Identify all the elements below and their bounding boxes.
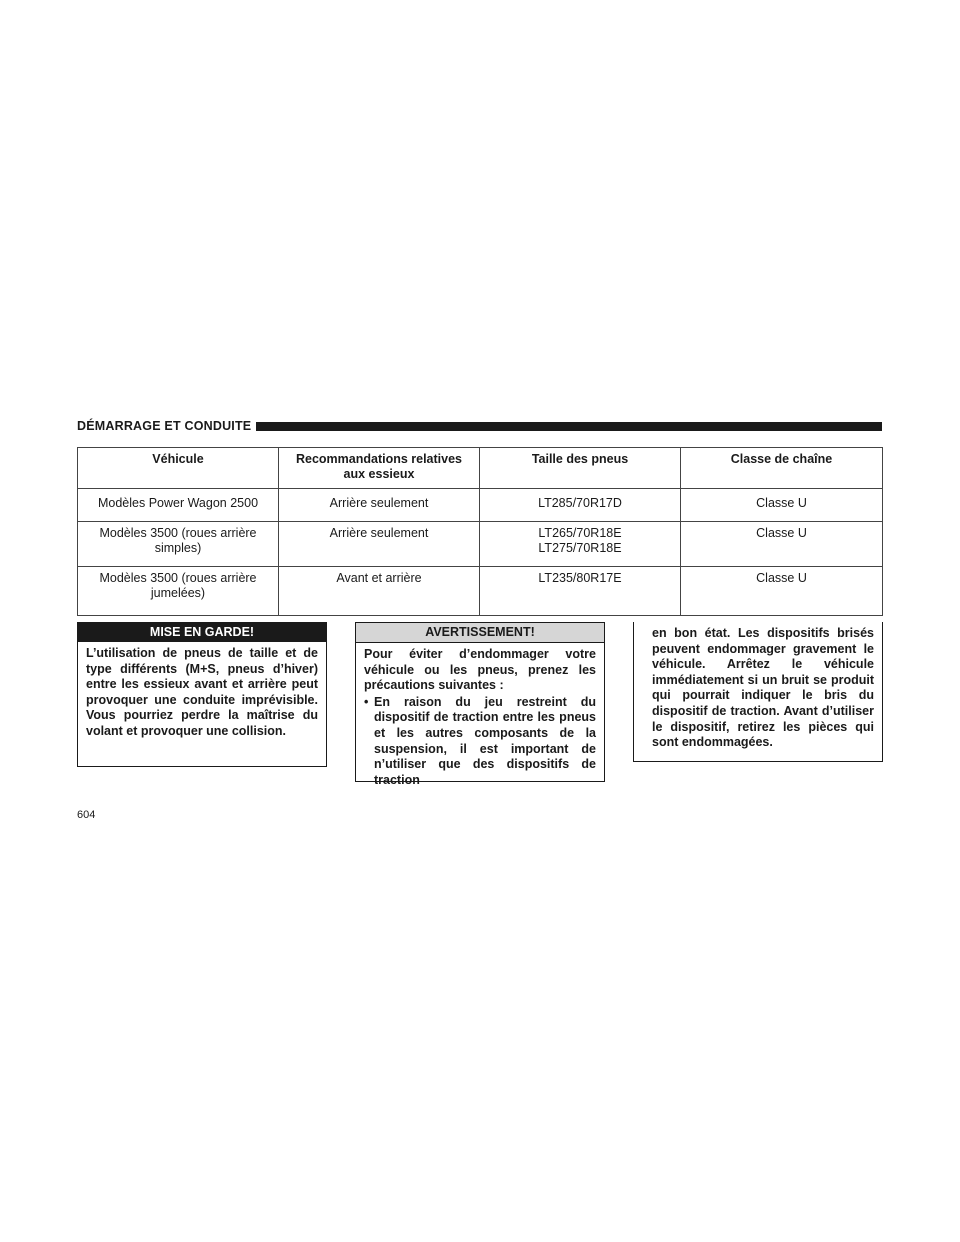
table-cell-line: simples) bbox=[154, 541, 202, 555]
column-header-line: Taille des pneus bbox=[531, 452, 629, 466]
column-header-line: Classe de chaîne bbox=[730, 452, 833, 466]
table-cell-line: Modèles 3500 (roues arrière bbox=[99, 526, 257, 540]
column-header-line: aux essieux bbox=[343, 467, 415, 481]
page-number: 604 bbox=[77, 809, 96, 821]
table-cell bbox=[279, 567, 480, 616]
warning-bullet-text: En raison du jeu restreint du dispositif de traction entre les pneus et les autres composants de la suspension, il est important de n’utiliser que des dispositifs de traction bbox=[374, 694, 596, 787]
section-title: DÉMARRAGE ET CONDUITE bbox=[77, 419, 252, 433]
table-cell bbox=[480, 489, 681, 522]
column-header bbox=[279, 448, 480, 489]
tire-chain-table bbox=[77, 447, 883, 616]
table-body bbox=[78, 489, 883, 616]
table-cell bbox=[279, 522, 480, 567]
column-header bbox=[681, 448, 883, 489]
table-cell-line: Modèles Power Wagon 2500 bbox=[97, 496, 259, 510]
caution-title: MISE EN GARDE! bbox=[78, 623, 326, 642]
table-cell-line: Classe U bbox=[756, 571, 807, 585]
caution-box bbox=[77, 622, 327, 767]
warning-box bbox=[355, 622, 605, 787]
table-cell-line: LT285/70R17D bbox=[538, 496, 622, 510]
table-cell-line: Arrière seulement bbox=[329, 526, 429, 540]
caution-text: L’utilisation de pneus de taille et de type différents (M+S, pneus d’hiver) entre les essieux avant et arrière peut provoquer une conduite imprévisible. Vous pourriez perdre la maîtrise du volant et provoquer une collision. bbox=[86, 646, 318, 738]
table-cell-line: LT265/70R18E bbox=[538, 526, 622, 540]
table-cell-line: jumelées) bbox=[150, 586, 206, 600]
table-cell bbox=[78, 567, 279, 616]
table-cell bbox=[681, 489, 883, 522]
column-header-line: Recommandations relatives bbox=[295, 452, 463, 466]
table-row bbox=[78, 489, 883, 522]
column-header-line: Véhicule bbox=[152, 452, 204, 466]
table-cell bbox=[681, 522, 883, 567]
table-row bbox=[78, 522, 883, 567]
table-cell-line: Arrière seulement bbox=[329, 496, 429, 510]
section-header bbox=[77, 418, 882, 434]
table-cell bbox=[480, 567, 681, 616]
warning-bullet-item bbox=[364, 695, 596, 789]
table-header-row bbox=[78, 448, 883, 489]
table-cell bbox=[78, 522, 279, 567]
table-cell bbox=[681, 567, 883, 616]
warning-intro: Pour éviter d’endommager votre véhicule ou les pneus, prenez les précautions suivantes : bbox=[364, 647, 596, 693]
warning-continuation-box bbox=[633, 622, 883, 762]
table-cell-line: LT275/70R18E bbox=[538, 541, 622, 555]
table-cell-line: LT235/80R17E bbox=[538, 571, 622, 585]
table-row bbox=[78, 567, 883, 616]
table-cell bbox=[279, 489, 480, 522]
table-cell bbox=[480, 522, 681, 567]
table-cell bbox=[78, 489, 279, 522]
column-header bbox=[78, 448, 279, 489]
table-cell-line: Avant et arrière bbox=[336, 571, 422, 585]
table-cell-line: Classe U bbox=[756, 526, 807, 540]
column-header bbox=[480, 448, 681, 489]
warning-continuation-text: en bon état. Les dispositifs brisés peuvent endommager gravement le véhicule. Arrêtez le véhicule immédiatement si un bruit se produit qui pourrait indiquer le bris du dispositif de traction. Avant d’utiliser le dispositif, retirez les pièces qui sont endommagées. bbox=[652, 626, 874, 750]
table-cell-line: Classe U bbox=[756, 496, 807, 510]
bullet-icon: • bbox=[364, 694, 369, 709]
table-cell-line: Modèles 3500 (roues arrière bbox=[99, 571, 257, 585]
warning-title: AVERTISSEMENT! bbox=[356, 623, 604, 643]
header-rule bbox=[256, 422, 882, 431]
